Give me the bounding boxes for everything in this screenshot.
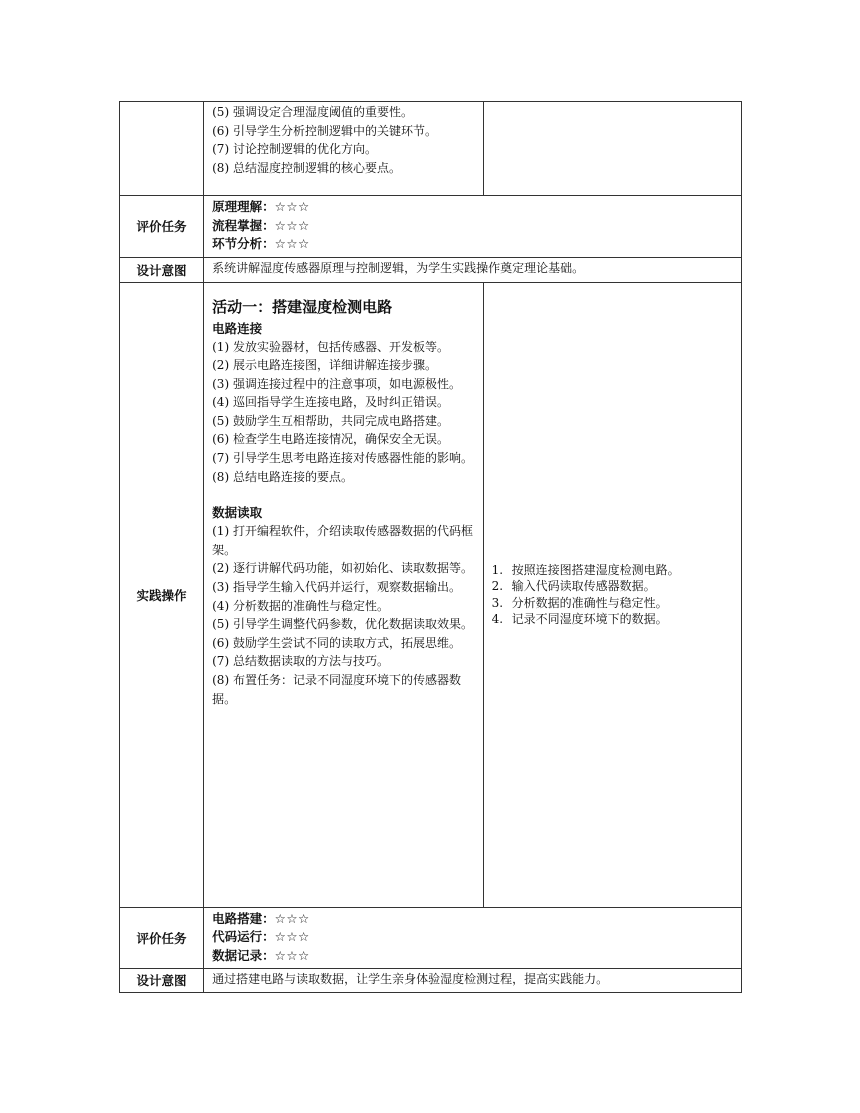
list-text: 按照连接图搭建湿度检测电路。 xyxy=(511,562,680,577)
list-item: (2) 逐行讲解代码功能，如初始化、读取数据等。 xyxy=(212,561,473,576)
evaluation-item-name: 代码运行： xyxy=(212,929,275,944)
star-rating: ☆☆☆ xyxy=(274,910,310,926)
teacher-activity-cell xyxy=(204,102,483,196)
list-text: 输入代码读取传感器数据。 xyxy=(511,579,656,593)
list-number: 2. xyxy=(491,579,504,593)
list-item: (3) 指导学生输入代码并运行，观察数据输出。 xyxy=(212,580,461,595)
evaluation-cell xyxy=(204,907,742,969)
teacher-activity-cell xyxy=(204,282,483,907)
list-text: 分析数据的准确性与稳定性。 xyxy=(511,595,668,610)
design-intent-text: 系统讲解湿度传感器原理与控制逻辑，为学生实践操作奠定理论基础。 xyxy=(204,257,742,282)
section-heading: 数据读取 xyxy=(212,505,263,521)
practice-label: 实践操作 xyxy=(120,282,204,907)
row-evaluation-2 xyxy=(120,907,742,969)
list-item: (8) 总结电路连接的要点。 xyxy=(212,469,353,484)
section-heading: 电路连接 xyxy=(212,320,263,336)
list-item: (8) 总结湿度控制逻辑的核心要点。 xyxy=(212,160,401,175)
student-activity-cell xyxy=(483,102,741,196)
row-practice xyxy=(120,282,742,907)
list-item: (5) 鼓励学生互相帮助，共同完成电路搭建。 xyxy=(212,413,449,428)
list-item: (1) 打开编程软件，介绍读取传感器数据的代码框架。 xyxy=(212,524,473,557)
evaluation-label: 评价任务 xyxy=(120,907,204,969)
star-rating: ☆☆☆ xyxy=(274,217,310,233)
evaluation-cell xyxy=(204,196,742,258)
list-number: 4. xyxy=(491,612,504,626)
list-item: (2) 展示电路连接图，详细讲解连接步骤。 xyxy=(212,358,437,373)
evaluation-item xyxy=(212,217,733,236)
row-evaluation-1 xyxy=(120,196,742,258)
evaluation-item-name: 原理理解： xyxy=(212,199,275,214)
row-design-intent-1 xyxy=(120,257,742,282)
list-item xyxy=(492,611,733,628)
list-item: (5) 强调设定合理湿度阈值的重要性。 xyxy=(212,105,413,119)
list-item: (6) 检查学生电路连接情况，确保安全无误。 xyxy=(212,432,449,447)
star-rating: ☆☆☆ xyxy=(274,236,310,251)
list-item xyxy=(492,562,733,579)
design-intent-label: 设计意图 xyxy=(120,969,204,993)
activity-title: 活动一：搭建湿度检测电路 xyxy=(212,297,393,316)
evaluation-item xyxy=(212,910,733,929)
list-number: 3. xyxy=(491,595,504,610)
star-rating: ☆☆☆ xyxy=(274,199,310,214)
row-design-intent-2 xyxy=(120,969,742,993)
lesson-plan-table xyxy=(119,101,742,993)
evaluation-item xyxy=(212,198,733,217)
star-rating: ☆☆☆ xyxy=(274,947,310,963)
list-item: (6) 鼓励学生尝试不同的读取方式，拓展思维。 xyxy=(212,635,461,650)
list-item: (6) 引导学生分析控制逻辑中的关键环节。 xyxy=(212,123,437,138)
list-item: (7) 引导学生思考电路连接对传感器性能的影响。 xyxy=(212,451,473,466)
design-intent-text: 通过搭建电路与读取数据，让学生亲身体验湿度检测过程，提高实践能力。 xyxy=(204,969,742,993)
evaluation-item-name: 数据记录： xyxy=(212,947,275,963)
list-item: (1) 发放实验器材，包括传感器、开发板等。 xyxy=(212,339,449,354)
student-activity-cell xyxy=(483,282,741,907)
list-item: (7) 讨论控制逻辑的优化方向。 xyxy=(212,142,377,157)
evaluation-item-name: 电路搭建： xyxy=(212,910,275,926)
evaluation-item xyxy=(212,235,733,254)
student-task-list xyxy=(492,562,733,628)
spacer xyxy=(212,486,474,504)
list-item: (5) 引导学生调整代码参数，优化数据读取效果。 xyxy=(212,617,473,632)
list-item: (4) 分析数据的准确性与稳定性。 xyxy=(212,598,389,613)
evaluation-item xyxy=(212,947,733,966)
star-rating: ☆☆☆ xyxy=(274,929,310,944)
list-item: (8) 布置任务：记录不同湿度环境下的传感器数据。 xyxy=(212,673,461,706)
list-item: (3) 强调连接过程中的注意事项，如电源极性。 xyxy=(212,376,461,391)
row-teaching-steps-continued xyxy=(120,102,742,196)
evaluation-label: 评价任务 xyxy=(120,196,204,258)
evaluation-item-name: 环节分析： xyxy=(212,236,275,251)
list-item: (4) 巡回指导学生连接电路，及时纠正错误。 xyxy=(212,395,449,410)
list-item xyxy=(492,595,733,612)
list-item xyxy=(492,578,733,595)
list-number: 1. xyxy=(491,562,504,577)
evaluation-item-name: 流程掌握： xyxy=(212,217,275,233)
evaluation-item xyxy=(212,928,733,947)
list-text: 记录不同湿度环境下的数据。 xyxy=(511,612,668,626)
design-intent-label: 设计意图 xyxy=(120,257,204,282)
empty-label-cell xyxy=(120,102,204,196)
list-item: (7) 总结数据读取的方法与技巧。 xyxy=(212,654,389,669)
